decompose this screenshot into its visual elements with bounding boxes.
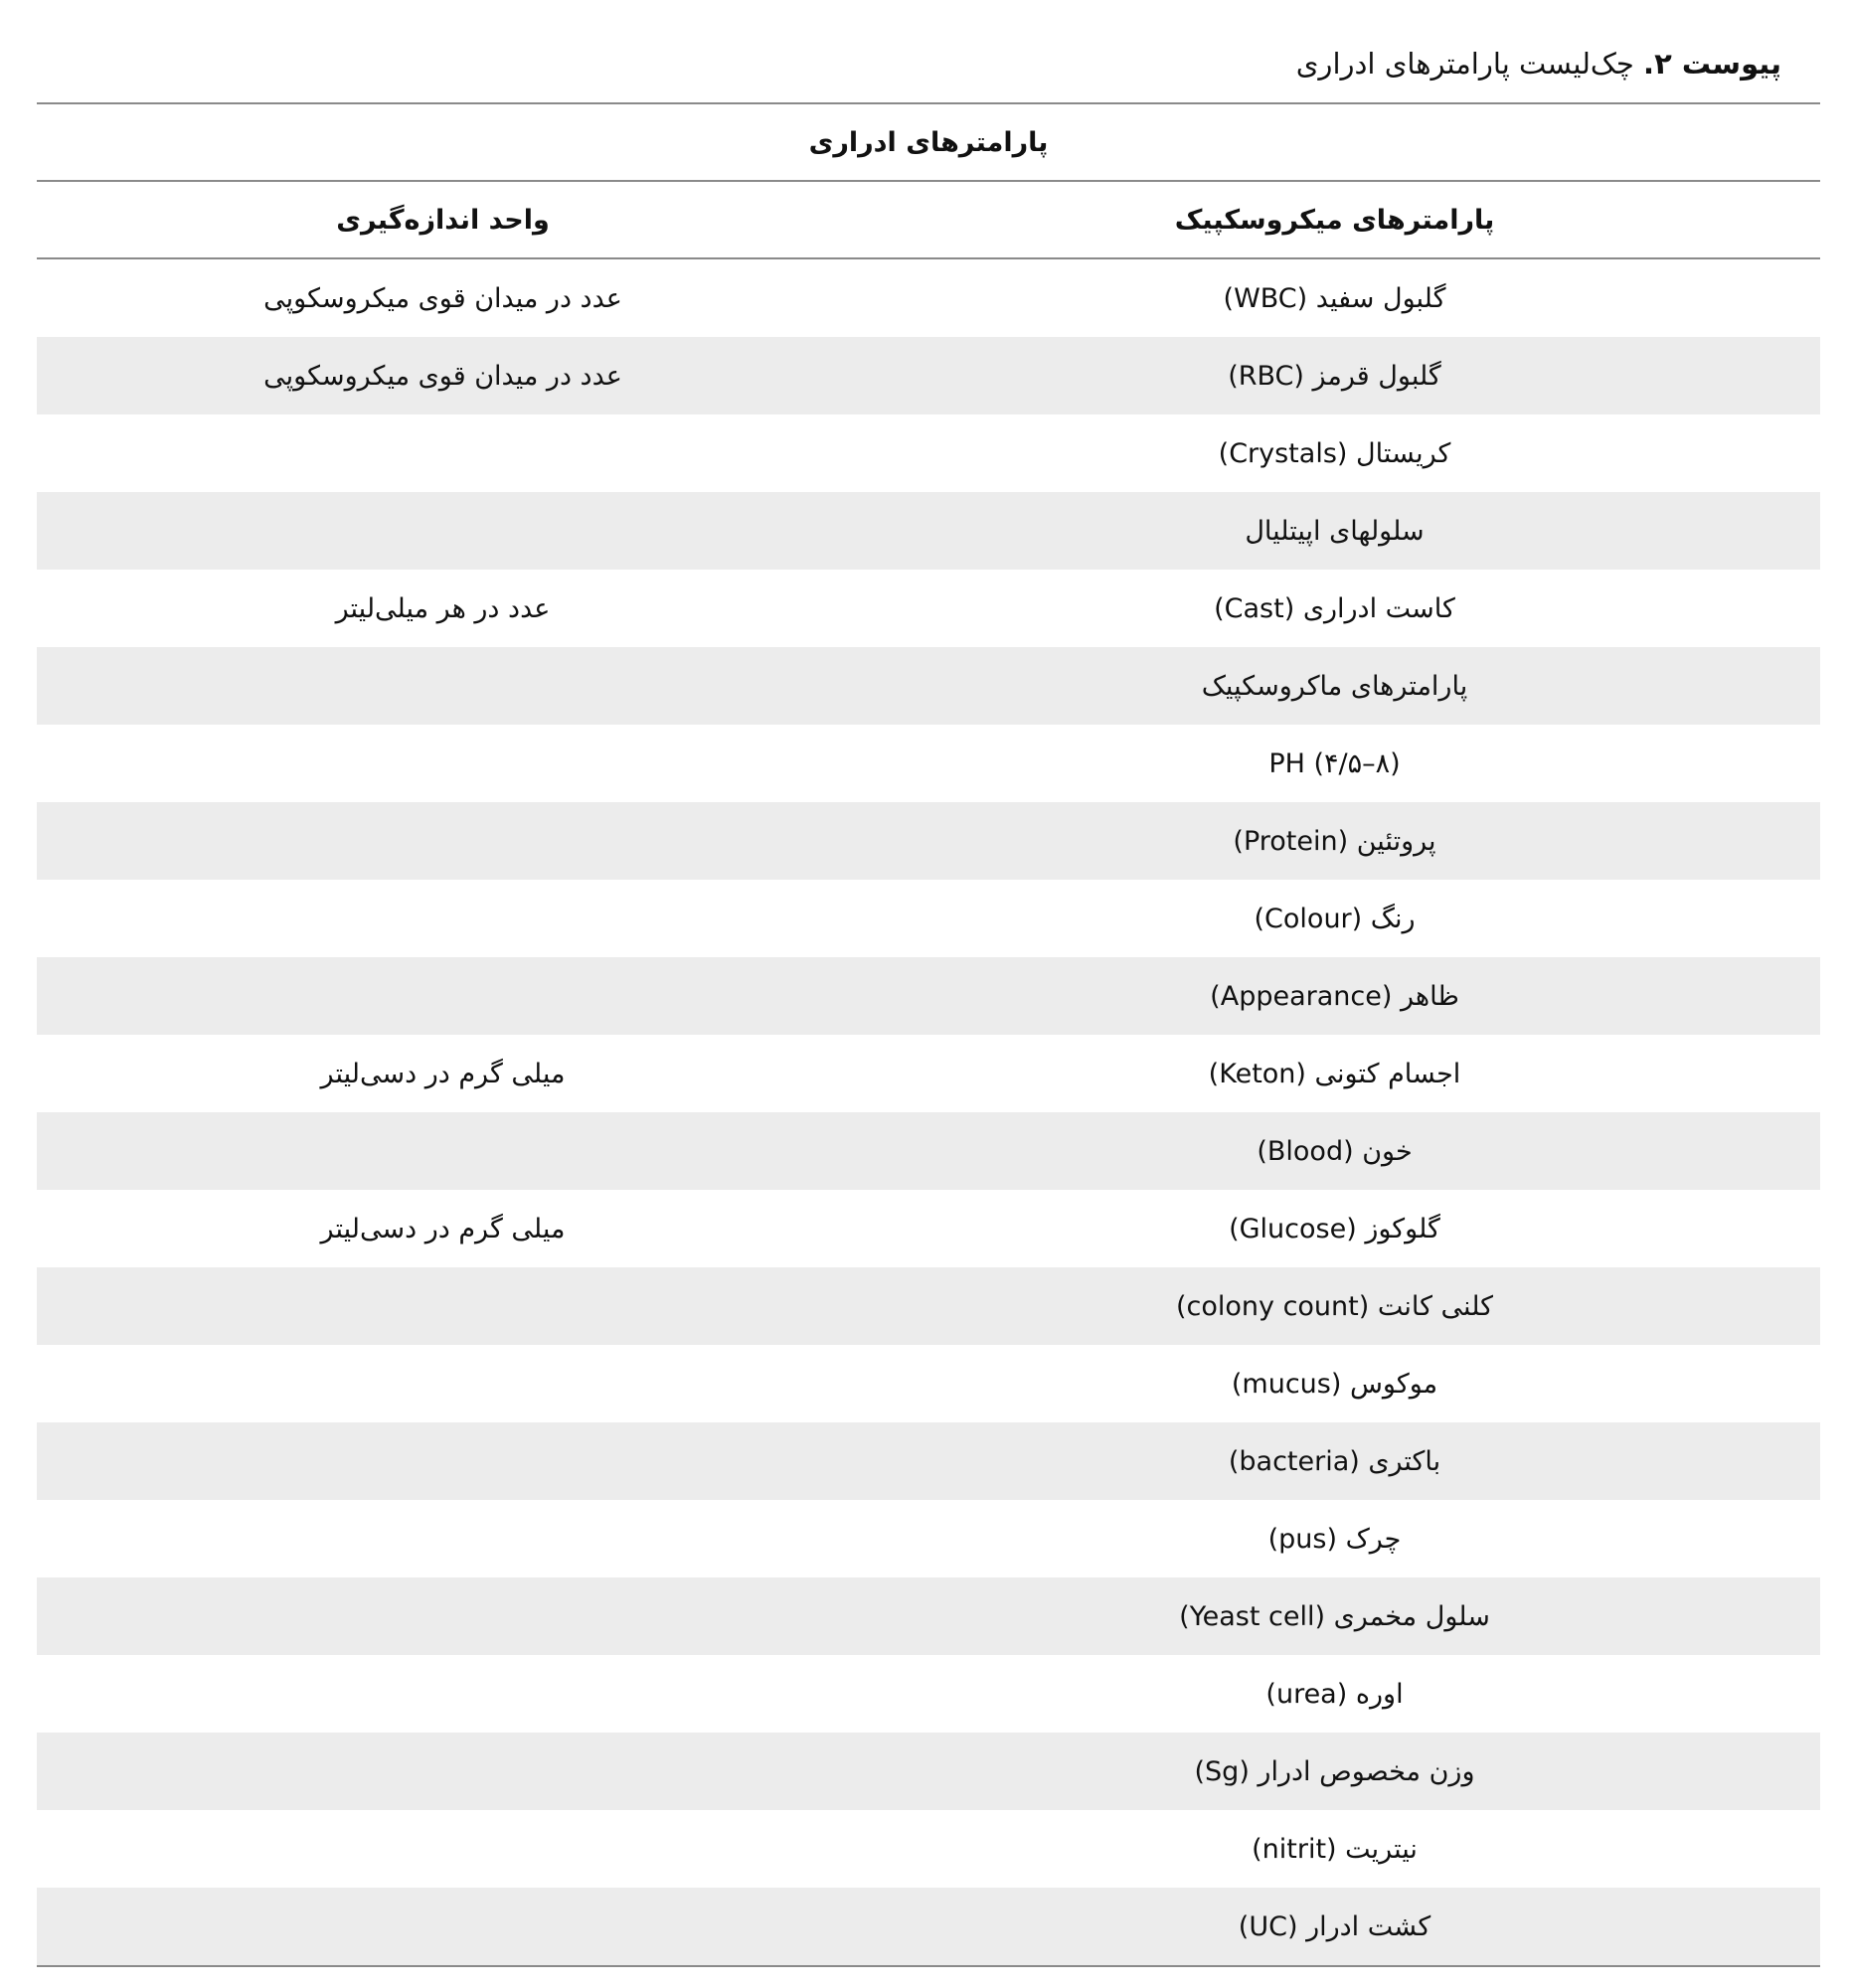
parameter-cell: کاست ادراری (Cast)	[1214, 592, 1455, 624]
table-row	[37, 414, 1820, 492]
unit-cell: میلی گرم در دسی‌لیتر	[320, 1058, 566, 1089]
parameter-cell: گلبول سفید (WBC)	[1223, 282, 1446, 314]
table-row	[37, 492, 1820, 570]
table-title-row	[37, 104, 1820, 182]
table-header-row	[37, 182, 1820, 259]
unit-cell: عدد در هر میلی‌لیتر	[335, 592, 551, 624]
parameter-cell: کشت ادرار (UC)	[1238, 1910, 1431, 1942]
parameter-cell: کریستال (Crystals)	[1218, 437, 1451, 469]
parameter-cell: سلول مخمری (Yeast cell)	[1179, 1600, 1490, 1632]
parameter-cell: سلولهای اپیتلیال	[1245, 515, 1425, 547]
table-row	[37, 259, 1820, 337]
header-unit: واحد اندازه‌گیری	[336, 204, 550, 236]
unit-cell: عدد در میدان قوی میکروسکوپی	[263, 360, 622, 392]
parameter-cell: خون (Blood)	[1257, 1135, 1413, 1167]
table-row	[37, 1422, 1820, 1500]
header-parameter: پارامترهای میکروسکپیک	[1174, 204, 1495, 236]
table-row	[37, 725, 1820, 802]
parameter-cell: اجسام کتونی (Keton)	[1208, 1058, 1461, 1089]
caption-label: پیوست ۲.	[1643, 47, 1781, 81]
parameter-cell: موکوس (mucus)	[1231, 1368, 1438, 1400]
table-row	[37, 1888, 1820, 1965]
unit-cell: میلی گرم در دسی‌لیتر	[320, 1213, 566, 1244]
table-row	[37, 647, 1820, 725]
parameter-cell: پارامترهای ماکروسکپیک	[1201, 670, 1468, 702]
table-row	[37, 1577, 1820, 1655]
caption-text: چک‌لیست پارامترهای ادراری	[1295, 47, 1634, 81]
table-row	[37, 802, 1820, 880]
unit-cell: عدد در میدان قوی میکروسکوپی	[263, 282, 622, 314]
table-row	[37, 1035, 1820, 1112]
table-row	[37, 1345, 1820, 1422]
table-row	[37, 1112, 1820, 1190]
parameter-cell: وزن مخصوص ادرار (Sg)	[1194, 1755, 1475, 1787]
table-row	[37, 337, 1820, 414]
table-row	[37, 1810, 1820, 1888]
table-row	[37, 570, 1820, 647]
parameter-cell: باکتری (bacteria)	[1228, 1445, 1441, 1477]
parameter-cell: گلبول قرمز (RBC)	[1228, 360, 1441, 392]
parameter-cell: اوره (urea)	[1265, 1678, 1404, 1710]
table-caption	[1296, 44, 1781, 83]
table-row	[37, 1733, 1820, 1810]
parameter-cell: ظاهر (Appearance)	[1210, 980, 1459, 1012]
parameter-cell: PH (۴/۵–۸)	[1268, 747, 1401, 779]
table-body	[37, 259, 1820, 1965]
table-row	[37, 957, 1820, 1035]
table-row	[37, 1190, 1820, 1267]
table-title: پارامترهای ادراری	[808, 126, 1049, 158]
table-row	[37, 880, 1820, 957]
parameter-cell: کلنی کانت (colony count)	[1175, 1290, 1494, 1322]
parameter-cell: پروتئین (Protein)	[1233, 825, 1436, 857]
parameter-cell: گلوکوز (Glucose)	[1229, 1213, 1440, 1244]
table-row	[37, 1655, 1820, 1733]
table-row	[37, 1267, 1820, 1345]
parameter-cell: چرک (pus)	[1267, 1523, 1402, 1555]
parameter-cell: نیتریت (nitrit)	[1252, 1833, 1418, 1865]
table-row	[37, 1500, 1820, 1577]
parameter-cell: رنگ (Colour)	[1254, 903, 1416, 934]
urine-parameters-table	[37, 102, 1820, 1967]
